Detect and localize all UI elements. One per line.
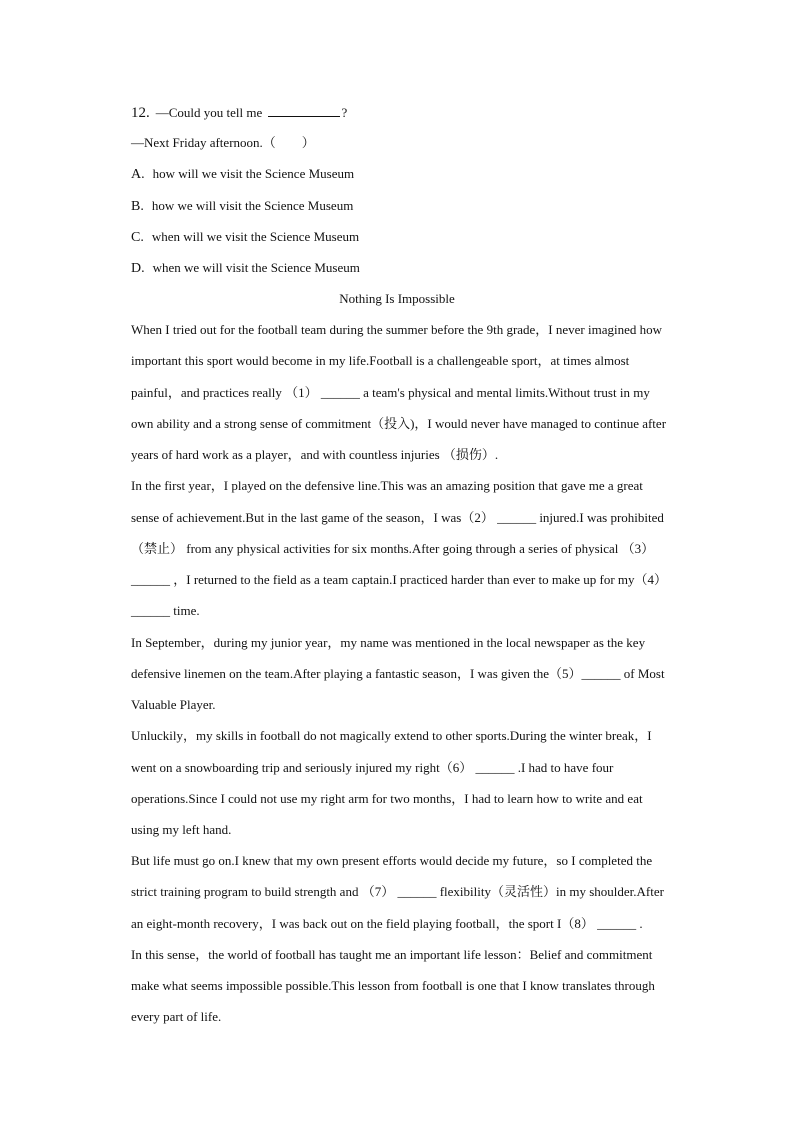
passage-line: painful，and practices really （1） ______ a team's physical and mental limits.Without trust in my <box>131 385 650 400</box>
passage-title: Nothing Is Impossible <box>339 291 455 306</box>
option-text: when will we visit the Science Museum <box>151 229 360 244</box>
passage-line: went on a snowboarding trip and seriously injured my right（6） ______ .I had to have four <box>131 760 614 775</box>
passage-line: an eight-month recovery，I was back out on the field playing football，the sport I（8） ______ . <box>131 916 643 931</box>
option-text: how we will visit the Science Museum <box>151 198 354 213</box>
passage-line: make what seems impossible possible.This lesson from football is one that I know translates through <box>131 978 655 993</box>
option-letter: B. <box>131 199 144 214</box>
option-letter: C. <box>131 230 144 245</box>
passage-line: strict training program to build strength and （7） ______ flexibility（灵活性）in my shoulder.After <box>131 884 664 899</box>
passage-line: using my left hand. <box>131 822 232 837</box>
passage-line: In this sense，the world of football has taught me an important life lesson：Belief and commitment <box>131 947 653 962</box>
question-stem <box>131 104 347 121</box>
passage-line: ______ time. <box>131 603 200 618</box>
passage-line: In the first year，I played on the defensive line.This was an amazing position that gave me a great <box>131 478 643 493</box>
passage-line: defensive linemen on the team.After playing a fantastic season，I was given the（5）______ of Most <box>131 666 665 681</box>
passage-line: ______ ，I returned to the field as a team captain.I practiced harder than ever to make up for my（4） <box>131 572 668 587</box>
option-letter: A. <box>131 167 145 182</box>
passage-line: Unluckily，my skills in football do not magically extend to other sports.During the winter break，I <box>131 728 652 743</box>
option-b <box>131 198 353 215</box>
question-mark: ? <box>341 105 348 120</box>
passage-line: years of hard work as a player，and with countless injuries （损伤）. <box>131 447 499 462</box>
question-number: 12. <box>131 105 150 121</box>
option-text: how will we visit the Science Museum <box>152 166 355 181</box>
passage-line: （禁止） from any physical activities for six months.After going through a series of physical （3） <box>131 541 655 556</box>
passage-line: Valuable Player. <box>131 697 216 712</box>
option-c <box>131 229 359 246</box>
passage-line: When I tried out for the football team during the summer before the 9th grade，I never imagined how <box>131 322 663 337</box>
option-text: when we will visit the Science Museum <box>152 260 360 275</box>
passage-line: own ability and a strong sense of commitment（投入)，I would never have managed to continue after <box>131 416 667 431</box>
passage-line: operations.Since I could not use my right arm for two months，I had to learn how to write and eat <box>131 791 643 806</box>
option-d <box>131 260 360 277</box>
passage-line: In September，during my junior year，my name was mentioned in the local newspaper as the key <box>131 635 646 650</box>
option-a <box>131 166 354 183</box>
passage-line: sense of achievement.But in the last game of the season，I was（2） ______ injured.I was prohibited <box>131 510 664 525</box>
option-letter: D. <box>131 261 145 276</box>
passage-line: But life must go on.I knew that my own present efforts would decide my future，so I completed the <box>131 853 653 868</box>
passage-line: every part of life. <box>131 1009 222 1024</box>
passage-line: important this sport would become in my life.Football is a challengeable sport，at times almost <box>131 353 630 368</box>
question-answer-line: —Next Friday afternoon.（ ） <box>131 135 315 150</box>
answer-blank <box>268 104 340 117</box>
question-prompt: —Could you tell me <box>155 105 263 120</box>
